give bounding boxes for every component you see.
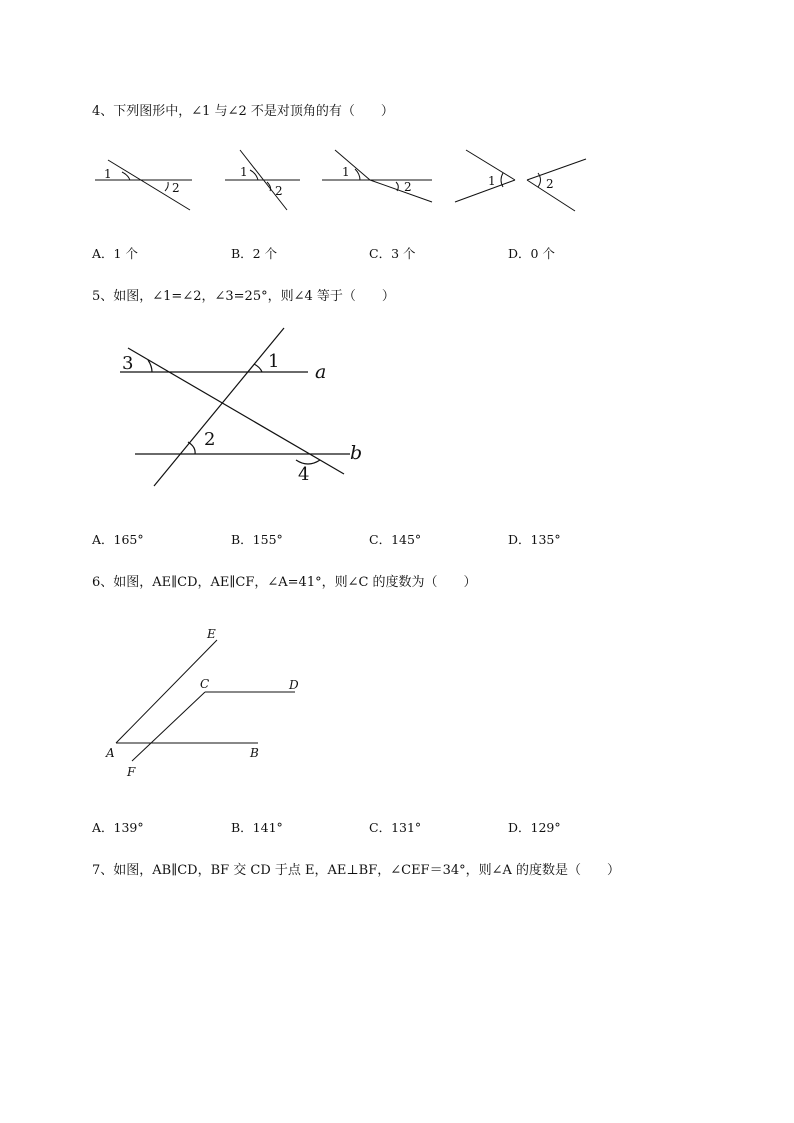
q6-option-b[interactable]: B．141°: [231, 820, 283, 835]
q6-option-d[interactable]: D．129°: [508, 820, 561, 835]
q6-stem: 6、如图，AE∥CD，AE∥CF，∠A=41°，则∠C 的度数为（ ）: [92, 575, 477, 590]
q5-stem: 5、如图，∠1=∠2，∠3=25°，则∠4 等于（ ）: [92, 289, 395, 304]
q5-option-d[interactable]: D．135°: [508, 532, 561, 547]
q6-line-ae: [116, 640, 217, 743]
q4-figures: [90, 145, 600, 220]
q6-label-f: F: [127, 765, 136, 779]
q5-label-1: 1: [268, 351, 280, 372]
q5-label-3: 3: [122, 353, 134, 374]
q5-option-c[interactable]: C．145°: [369, 532, 422, 547]
q5-figure: [110, 320, 370, 495]
q4-f2-label-1: 1: [240, 165, 248, 179]
q5-label-4: 4: [298, 464, 310, 485]
q4-option-a[interactable]: A．1 个: [92, 246, 138, 261]
q6-label-e: E: [207, 627, 216, 641]
q5-transversal-1: [154, 328, 284, 486]
q4-figure-4: [455, 150, 586, 211]
q4-f2-label-2: 2: [275, 184, 283, 198]
q4-figure-1: [95, 160, 192, 210]
q4-option-d[interactable]: D．0 个: [508, 246, 555, 261]
q6-line-fc: [132, 692, 205, 761]
q5-transversal-2: [128, 348, 344, 474]
q4-figure-2: [225, 150, 300, 210]
q4-option-b[interactable]: B．2 个: [231, 246, 278, 261]
q4-f3-label-1: 1: [342, 165, 350, 179]
q5-option-b[interactable]: B．155°: [231, 532, 283, 547]
q5-option-a[interactable]: A．165°: [92, 532, 144, 547]
q5-label-2: 2: [204, 429, 216, 450]
q4-f1-label-2: 2: [172, 181, 180, 195]
q4-f4-label-1: 1: [488, 174, 496, 188]
q4-stem: 4、下列图形中，∠1 与∠2 不是对顶角的有（ ）: [92, 104, 394, 119]
q4-figure-3: [322, 150, 432, 202]
q6-figure: [100, 620, 310, 785]
q4-option-c[interactable]: C．3 个: [369, 246, 416, 261]
q5-label-a: a: [315, 361, 327, 383]
q6-label-b: B: [250, 746, 259, 760]
q6-label-c: C: [200, 677, 210, 691]
q5-label-b: b: [350, 442, 363, 464]
q6-option-a[interactable]: A．139°: [92, 820, 144, 835]
q6-label-a: A: [106, 746, 115, 760]
q4-f1-label-1: 1: [104, 167, 112, 181]
q7-stem: 7、如图，AB∥CD，BF 交 CD 于点 E，AE⊥BF，∠CEF＝34°，则∠A 的度数是（ ）: [92, 863, 621, 878]
q6-label-d: D: [289, 678, 299, 692]
q4-f3-label-2: 2: [404, 180, 412, 194]
q6-option-c[interactable]: C．131°: [369, 820, 422, 835]
q4-f4-label-2: 2: [546, 177, 554, 191]
